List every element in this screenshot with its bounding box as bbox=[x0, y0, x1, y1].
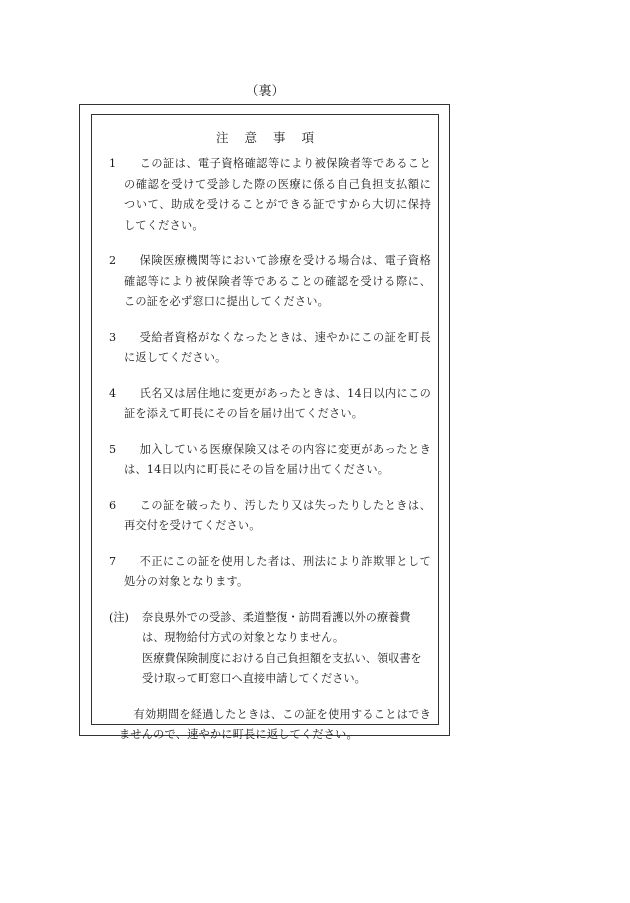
heading-char: 注 bbox=[215, 130, 229, 145]
item-text: 加入している医療保険又はその内容に変更があったときは、14日以内に町長にその旨を届け出てください。 bbox=[124, 442, 431, 476]
note-body bbox=[127, 608, 431, 690]
item-text: この証を破ったり、汚したり又は失ったりしたときは、再交付を受けてください。 bbox=[124, 498, 431, 532]
item-number: 1 bbox=[109, 157, 117, 170]
notice-content bbox=[109, 154, 431, 746]
heading-char: 意 bbox=[244, 130, 257, 145]
note-label: (注) bbox=[109, 610, 129, 624]
notice-item-6 bbox=[109, 496, 431, 537]
validity-notice: 有効期間を経過したときは、この証を使用することはできませんので、速やかに町長に返してください。 bbox=[119, 707, 431, 741]
note-block bbox=[109, 608, 431, 690]
notice-item-5 bbox=[109, 440, 431, 481]
item-number: 7 bbox=[109, 554, 117, 568]
item-text: 不正にこの証を使用した者は、刑法により詐欺罪として処分の対象となります。 bbox=[124, 554, 431, 588]
notice-item-2 bbox=[109, 251, 431, 313]
notice-heading bbox=[91, 128, 439, 146]
notice-item-7 bbox=[109, 552, 431, 593]
notice-item-1 bbox=[109, 154, 431, 236]
item-number: 4 bbox=[109, 386, 117, 400]
item-number: 3 bbox=[109, 330, 117, 344]
item-number: 6 bbox=[109, 498, 117, 512]
item-number: 5 bbox=[109, 442, 117, 456]
note-text-1: 奈良県外での受診、柔道整復・訪問看護以外の療養費は、現物給付方式の対象となりません。 bbox=[142, 610, 411, 644]
heading-char: 項 bbox=[301, 130, 315, 145]
item-text: 氏名又は居住地に変更があったときは、14日以内にこの証を添えて町長にその旨を届け出てください。 bbox=[124, 386, 431, 420]
notice-item-4 bbox=[109, 384, 431, 425]
item-text: 保険医療機関等において診療を受ける場合は、電子資格確認等により被保険者等であることの確認を受ける際に、この証を必ず窓口に提出してください。 bbox=[124, 254, 431, 308]
heading-char: 事 bbox=[273, 130, 286, 145]
item-text: 受給者資格がなくなったときは、速やかにこの証を町長に返してください。 bbox=[124, 330, 431, 364]
item-number: 2 bbox=[109, 254, 117, 267]
notice-item-3 bbox=[109, 328, 431, 369]
note-text-2: 医療費保険制度における自己負担額を支払い、領収書を受け取って町窓口へ直接申請してください。 bbox=[142, 651, 422, 685]
page-side-label: （裏） bbox=[245, 84, 285, 99]
item-text: この証は、電子資格確認等により被保険者等であることの確認を受けて受診した際の医療に係る自己負担支払額について、助成を受けることができる証ですから大切に保持してください。 bbox=[124, 157, 431, 232]
